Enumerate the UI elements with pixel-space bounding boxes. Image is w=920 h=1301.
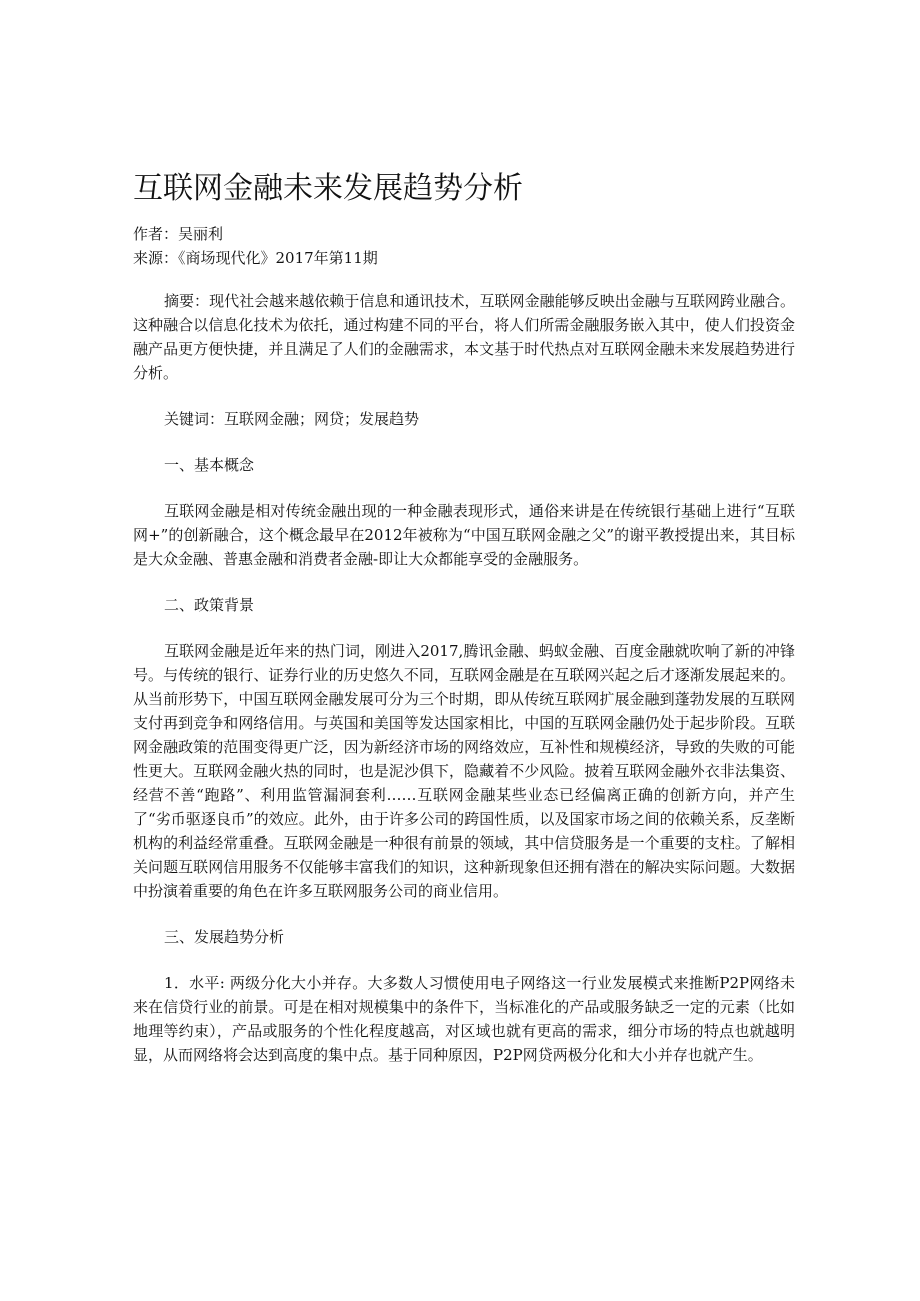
article-title: 互联网金融未来发展趋势分析	[133, 171, 523, 206]
abstract: 摘要：现代社会越来越依赖于信息和通讯技术，互联网金融能够反映出金融与互联网跨业融合。这种融合以信息化技术为依托，通过构建不同的平台，将人们所需金融服务嵌入其中，使人们投资金融产品更方便快捷，并且满足了人们的金融需求，本文基于时代热点对互联网金融未来发展趋势进行分析。	[133, 292, 795, 382]
article	[133, 166, 795, 1067]
keywords: 关键词：互联网金融；网贷；发展趋势	[164, 410, 420, 428]
section-heading-trends: 三、发展趋势分析	[164, 928, 285, 946]
section-text-policy: 互联网金融是近年来的热门词，刚进入2017,腾讯金融、蚂蚁金融、百度金融就吹响了新的冲锋号。与传统的银行、证券行业的历史悠久不同，互联网金融是在互联网兴起之后才逐渐发展起来的。从当前形势下，中国互联网金融发展可分为三个时期，即从传统互联网扩展金融到蓬勃发展的互联网支付再到竞争和网络信用。与英国和美国等发达国家相比，中国的互联网金融仍处于起步阶段。互联网金融政策的范围变得更广泛，因为新经济市场的网络效应，互补性和规模经济，导致的失败的可能性更大。互联网金融火热的同时，也是泥沙俱下，隐藏着不少风险。披着互联网金融外衣非法集资、经营不善“跑路”、利用监管漏洞套利……互联网金融某些业态已经偏离正确的创新方向，并产生了“劣币驱逐良币”的效应。此外，由于许多公司的跨国性质，以及国家市场之间的依赖关系，反垄断机构的利益经常重叠。互联网金融是一种很有前景的领域，其中信贷服务是一个重要的支柱。了解相关问题互联网信用服务不仅能够丰富我们的知识，这种新现象但还拥有潜在的解决实际问题。大数据中扮演着重要的角色在许多互联网服务公司的商业信用。	[133, 642, 795, 900]
author-line: 作者：吴丽利	[133, 225, 224, 243]
section-text-trends: 1．水平: 两级分化大小并存。大多数人习惯使用电子网络这一行业发展模式来推断P2P网络未来在信贷行业的前景。可是在相对规模集中的条件下，当标准化的产品或服务缺乏一定的元素（比如地理等约束），产品或服务的个性化程度越高，对区域也就有更高的需求，细分市场的特点也就越明显，从而网络将会达到高度的集中点。基于同种原因，P2P网贷两极分化和大小并存也就产生。	[133, 974, 795, 1064]
section-heading-concept: 一、基本概念	[164, 456, 255, 474]
source-line: 来源：《商场现代化》2017年第11期	[133, 249, 378, 267]
section-heading-policy: 二、政策背景	[164, 596, 255, 614]
section-text-concept: 互联网金融是相对传统金融出现的一种金融表现形式，通俗来讲是在传统银行基础上进行“互联网+”的创新融合，这个概念最早在2012年被称为“中国互联网金融之父”的谢平教授提出来，其目标是大众金融、普惠金融和消费者金融-即让大众都能享受的金融服务。	[133, 502, 795, 568]
